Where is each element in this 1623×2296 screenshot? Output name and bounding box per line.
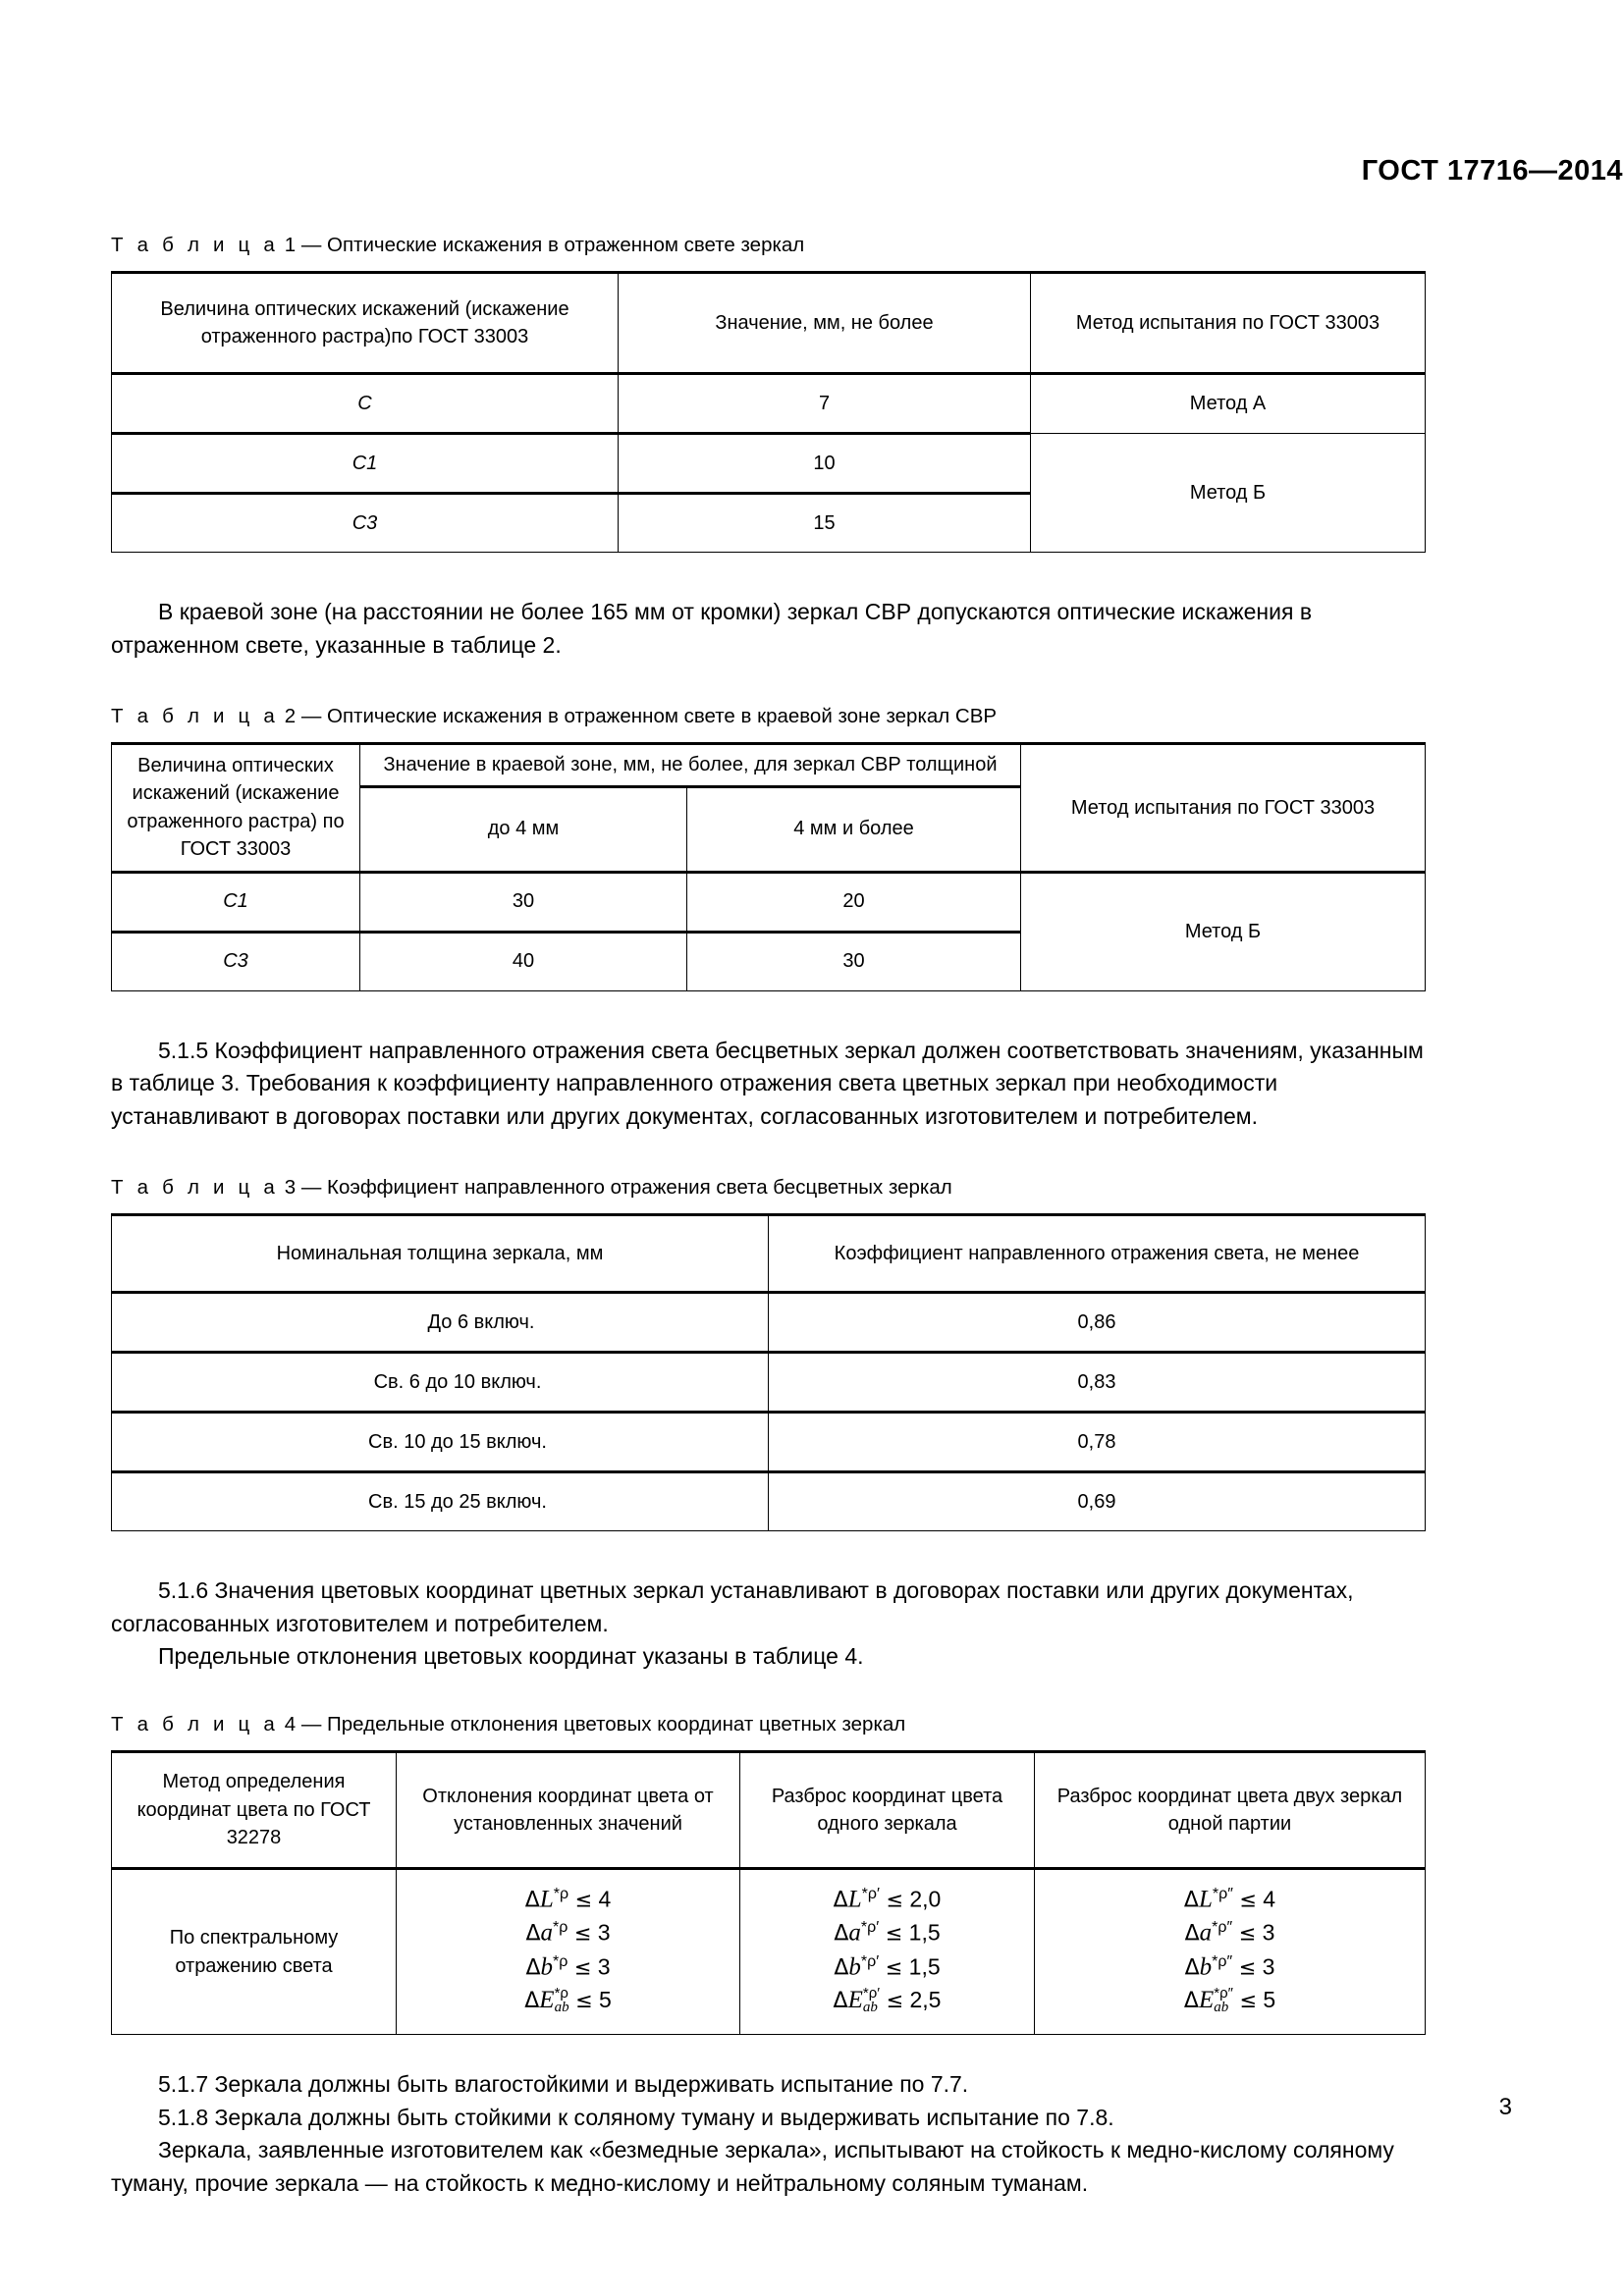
table-1-r0-value: 7 <box>619 374 1031 434</box>
formula-group-spread-one <box>748 1876 1026 2028</box>
table-row <box>112 434 1426 494</box>
standard-header: ГОСТ 17716—2014 <box>1361 155 1623 187</box>
formula-delta-E-ab: ΔE *ρ″ ab ≤ 5 <box>1183 1985 1276 2016</box>
table-2-header-sub-thin: до 4 мм <box>360 786 687 872</box>
table-2-header-quantity: Величина оптических искажений (искажение отраженного растра) по ГОСТ 33003 <box>112 744 360 872</box>
table-3-header-coefficient: Коэффициент направленного отражения света, не менее <box>769 1215 1426 1293</box>
table-3 <box>111 1213 1426 1531</box>
formula-group-deviation <box>405 1876 731 2028</box>
table-3-caption-dash: — <box>300 1176 322 1200</box>
paragraph-516b-text: Предельные отклонения цветовых координат указаны в таблице 4. <box>158 1643 864 1670</box>
formula-sub-sup-stack: *ρ ab <box>554 1985 569 2016</box>
table-row <box>112 374 1426 434</box>
table-1-header-quantity: Величина оптических искажений (искажение отраженного растра)по ГОСТ 33003 <box>112 273 619 374</box>
table-4 <box>111 1750 1426 2035</box>
table-3-header-thickness: Номинальная толщина зеркала, мм <box>112 1215 769 1293</box>
formula-delta-L: $\Delta L^{*\rho''} \le 4$ <box>1183 1886 1276 1913</box>
table-1-r2-value: 15 <box>619 494 1031 553</box>
formula-delta-b: $\Delta b^{*\rho} \le 3$ <box>525 1952 611 1981</box>
table-2-header-sub-thick: 4 мм и более <box>687 786 1021 872</box>
table-3-caption-number: 3 <box>284 1176 297 1200</box>
table-3-r2-coefficient: 0,78 <box>769 1413 1426 1472</box>
table-4-caption-number: 4 <box>284 1713 297 1736</box>
paragraph-516 <box>111 1575 1425 1640</box>
table-1 <box>111 271 1426 553</box>
formula-delta-L: $\Delta L^{*\rho'} \le 2,0$ <box>833 1886 942 1913</box>
table-4-header-deviation: Отклонения координат цвета от установленных значений <box>397 1752 740 1869</box>
table-1-r0-method: Метод А <box>1031 374 1426 434</box>
formula-delta-b: $\Delta b^{*\rho''} \le 3$ <box>1184 1952 1275 1981</box>
table-4-header-row <box>112 1752 1426 1869</box>
paragraph-edge-zone <box>111 596 1425 662</box>
formula-delta-a: $\Delta a^{*\rho'} \le 1,5$ <box>834 1919 941 1948</box>
table-3-r2-thickness: Св. 10 до 15 включ. <box>112 1413 769 1472</box>
table-2-r0-quantity: C1 <box>112 872 360 932</box>
table-1-caption-label: Т а б л и ц а <box>111 234 279 256</box>
table-2 <box>111 742 1426 990</box>
table-2-r1-thin: 40 <box>360 932 687 990</box>
table-1-header-value: Значение, мм, не более <box>619 273 1031 374</box>
table-1-r1-value: 10 <box>619 434 1031 494</box>
table-2-header-group: Значение в краевой зоне, мм, не более, для зеркал СВР толщиной <box>360 744 1021 786</box>
table-2-caption-label: Т а б л и ц а <box>111 705 279 728</box>
formula-delta-a: $\Delta a^{*\rho''} \le 3$ <box>1184 1919 1275 1948</box>
paragraph-518b-text: Зеркала, заявленные изготовителем как «безмедные зеркала», испытывают на стойкость к медно-кислому соляному туману, прочие зеркала — на стойкость к медно-кислому и нейтральному соляным туманам. <box>111 2137 1394 2196</box>
table-1-header-row <box>112 273 1426 374</box>
formula-sub-sup-stack: *ρ″ ab <box>1214 1985 1233 2016</box>
table-2-r0-thin: 30 <box>360 872 687 932</box>
table-4-r0-spread-one <box>740 1869 1035 2035</box>
table-row <box>112 1353 1426 1413</box>
table-2-r0-method: Метод Б <box>1021 872 1426 990</box>
table-4-r0-deviation <box>397 1869 740 2035</box>
formula-group-spread-two <box>1043 1876 1417 2028</box>
table-row <box>112 1472 1426 1531</box>
table-4-r0-spread-two <box>1035 1869 1426 2035</box>
table-3-r1-coefficient: 0,83 <box>769 1353 1426 1413</box>
table-1-r2-quantity: C3 <box>112 494 619 553</box>
table-1-caption-text: Оптические искажения в отраженном свете зеркал <box>327 234 805 256</box>
table-3-r0-thickness: До 6 включ. <box>112 1293 769 1353</box>
paragraph-518 <box>111 2102 1425 2135</box>
formula-delta-L: $\Delta L^{*\rho} \le 4$ <box>524 1886 612 1913</box>
table-2-header-method: Метод испытания по ГОСТ 33003 <box>1021 744 1426 872</box>
table-4-header-method: Метод определения координат цвета по ГОСТ 32278 <box>112 1752 397 1869</box>
formula-sub-sup-stack: *ρ′ ab <box>862 1985 881 2016</box>
table-4-header-spread-one: Разброс координат цвета одного зеркала <box>740 1752 1035 1869</box>
paragraph-517-text: 5.1.7 Зеркала должны быть влагостойкими и выдерживать испытание по 7.7. <box>158 2071 969 2098</box>
paragraph-516-text: 5.1.6 Значения цветовых координат цветных зеркал устанавливают в договорах поставки или других документах, согласованных изготовителем и потребителем. <box>111 1577 1354 1636</box>
table-4-caption-text: Предельные отклонения цветовых координат цветных зеркал <box>327 1713 906 1736</box>
table-3-caption-label: Т а б л и ц а <box>111 1176 279 1200</box>
table-2-r1-thick: 30 <box>687 932 1021 990</box>
table-row <box>112 1869 1426 2035</box>
paragraph-517 <box>111 2068 1425 2102</box>
table-2-caption <box>111 705 1425 728</box>
paragraph-515 <box>111 1035 1425 1134</box>
table-2-caption-number: 2 <box>284 705 297 728</box>
table-4-caption-dash: — <box>300 1713 322 1736</box>
table-2-caption-dash: — <box>300 705 322 728</box>
table-2-r1-quantity: C3 <box>112 932 360 990</box>
table-1-caption <box>111 234 1425 257</box>
paragraph-518b <box>111 2134 1425 2200</box>
table-3-caption-text: Коэффициент направленного отражения света бесцветных зеркал <box>327 1176 952 1200</box>
table-row <box>112 872 1426 932</box>
table-3-r3-thickness: Св. 15 до 25 включ. <box>112 1472 769 1531</box>
page-number: 3 <box>1498 2094 1512 2120</box>
table-1-r0-quantity: C <box>112 374 619 434</box>
table-row <box>112 1413 1426 1472</box>
formula-delta-b: $\Delta b^{*\rho'} \le 1,5$ <box>834 1952 941 1981</box>
paragraph-515-text: 5.1.5 Коэффициент направленного отражения света бесцветных зеркал должен соответствовать значениям, указанным в таблице 3. Требования к коэффициенту направленного отражения света цветных зеркал при необходимости устанавливают в договорах поставки или других документах, согласованных изготовителем и потребителем. <box>111 1037 1424 1129</box>
table-2-caption-text: Оптические искажения в отраженном свете в краевой зоне зеркал СВР <box>327 705 998 728</box>
table-4-r0-method: По спектральному отражению света <box>112 1869 397 2035</box>
table-3-header-row <box>112 1215 1426 1293</box>
page-content <box>111 234 1425 2201</box>
table-1-caption-number: 1 <box>284 234 297 256</box>
table-1-caption-dash: — <box>300 234 322 256</box>
formula-delta-E-ab: ΔE *ρ ab ≤ 5 <box>524 1985 612 2016</box>
table-4-caption-label: Т а б л и ц а <box>111 1713 279 1736</box>
table-3-caption <box>111 1176 1425 1200</box>
table-2-header-row-1 <box>112 744 1426 786</box>
table-1-header-method: Метод испытания по ГОСТ 33003 <box>1031 273 1426 374</box>
table-row <box>112 1293 1426 1353</box>
table-3-r1-thickness: Св. 6 до 10 включ. <box>112 1353 769 1413</box>
table-1-r1-method: Метод Б <box>1031 434 1426 553</box>
formula-delta-E-ab: ΔE *ρ′ ab ≤ 2,5 <box>833 1985 942 2016</box>
table-3-r3-coefficient: 0,69 <box>769 1472 1426 1531</box>
formula-delta-a: $\Delta a^{*\rho} \le 3$ <box>525 1919 611 1948</box>
paragraph-516b <box>111 1640 1425 1674</box>
table-1-r1-quantity: C1 <box>112 434 619 494</box>
paragraph-edge-zone-text: В краевой зоне (на расстоянии не более 165 мм от кромки) зеркал СВР допускаются оптические искажения в отраженном свете, указанные в таблице 2. <box>111 599 1313 658</box>
table-3-r0-coefficient: 0,86 <box>769 1293 1426 1353</box>
paragraph-518-text: 5.1.8 Зеркала должны быть стойкими к соляному туману и выдерживать испытание по 7.8. <box>158 2104 1114 2130</box>
table-4-header-spread-two: Разброс координат цвета двух зеркал одной партии <box>1035 1752 1426 1869</box>
table-2-r0-thick: 20 <box>687 872 1021 932</box>
table-4-caption <box>111 1713 1425 1736</box>
